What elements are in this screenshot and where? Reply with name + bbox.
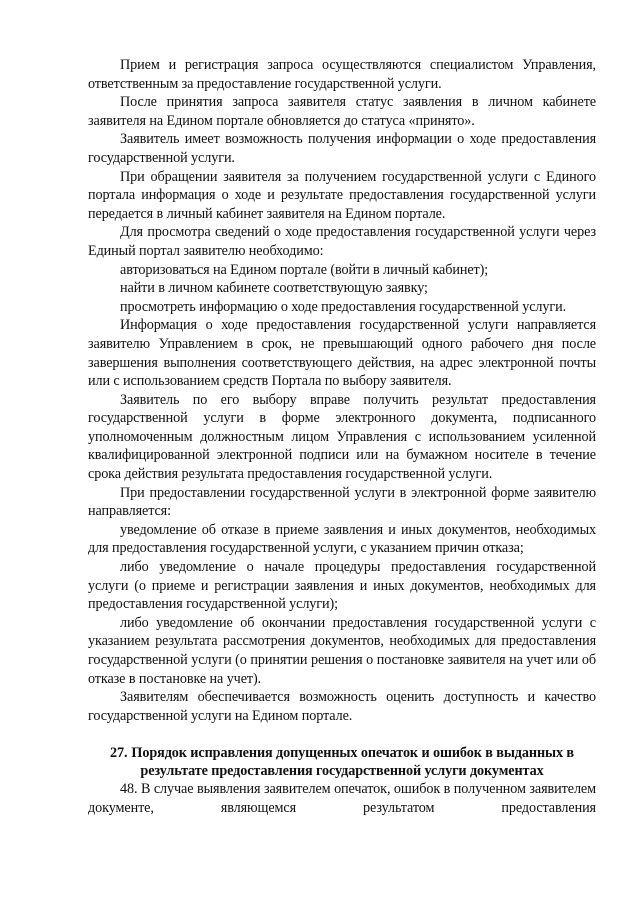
list-item-end-notice: либо уведомление об окончании предоставления государственной услуги с указанием результата рассмотрения документов, необходимых для предоставления государственной услуги (о принятии решения о постановке заявителя на учет или об отказе в постановке на учет). — [88, 614, 596, 687]
paragraph-48: 48. В случае выявления заявителем опечаток, ошибок в полученном заявителем документе, являющемся результатом предоставления — [88, 781, 596, 816]
paragraph-3: Заявитель имеет возможность получения информации о ходе предоставления государственной услуги. — [88, 131, 596, 166]
document-page — [88, 56, 596, 818]
paragraph-11: При предоставлении государственной услуги в электронной форме заявителю направляется: — [88, 484, 596, 520]
section-number: 27. — [109, 745, 128, 762]
list-item-find-request: найти в личном кабинете соответствующую заявку; — [120, 280, 428, 297]
list-item-authorize: авторизоваться на Едином портале (войти в личный кабинет); — [120, 261, 489, 278]
list-item-refusal-notice: уведомление об отказе в приеме заявления и иных документов, необходимых для предоставления государственной услуги, с указанием причин отказа; — [88, 521, 596, 557]
paragraph-4: При обращении заявителя за получением государственной услуги с Единого портала информация о ходе и результате предоставления государственной услуги передается в личный кабинет заявителя на Едином портале. — [88, 168, 596, 222]
paragraph-1: Прием и регистрация запроса осуществляются специалистом Управления, ответственным за предоставление государственной услуги. — [88, 57, 596, 92]
paragraph-15: Заявителям обеспечивается возможность оценить доступность и качество государственной услуги на Едином портале. — [88, 689, 596, 724]
paragraph-5: Для просмотра сведений о ходе предоставления государственной услуги через Единый портал заявителю необходимо: — [88, 224, 596, 259]
paragraph-2: После принятия запроса заявителя статус заявления в личном кабинете заявителя на Едином портале обновляется до статуса «принято». — [88, 94, 596, 129]
list-item-start-notice: либо уведомление о начале процедуры предоставления государственной услуги (о приеме и регистрации заявления и иных документов, необходимых для предоставления государственной услуги); — [88, 559, 596, 613]
paragraph-10: Заявитель по его выбору вправе получить результат предоставления государственной услуги в форме электронного документа, подписанного уполномоченным должностным лицом Управления с использованием усиленной квалифицированной электронной подписи или на бумажном носителе в течение срока действия результата предоставления государственной услуги. — [88, 391, 596, 483]
paragraph-9: Информация о ходе предоставления государственной услуги направляется заявителю Управлением в срок, не превышающий одного рабочего дня после завершения выполнения соответствующего действия, на адрес электронной почты или с использованием средств Портала по выбору заявителя. — [88, 317, 596, 390]
section-heading — [88, 744, 596, 780]
section-title: Порядок исправления допущенных опечаток и ошибок в выданных в результате предоставления государственной услуги документах — [131, 745, 574, 780]
list-item-view-info: просмотреть информацию о ходе предоставления государственной услуги. — [120, 298, 567, 315]
